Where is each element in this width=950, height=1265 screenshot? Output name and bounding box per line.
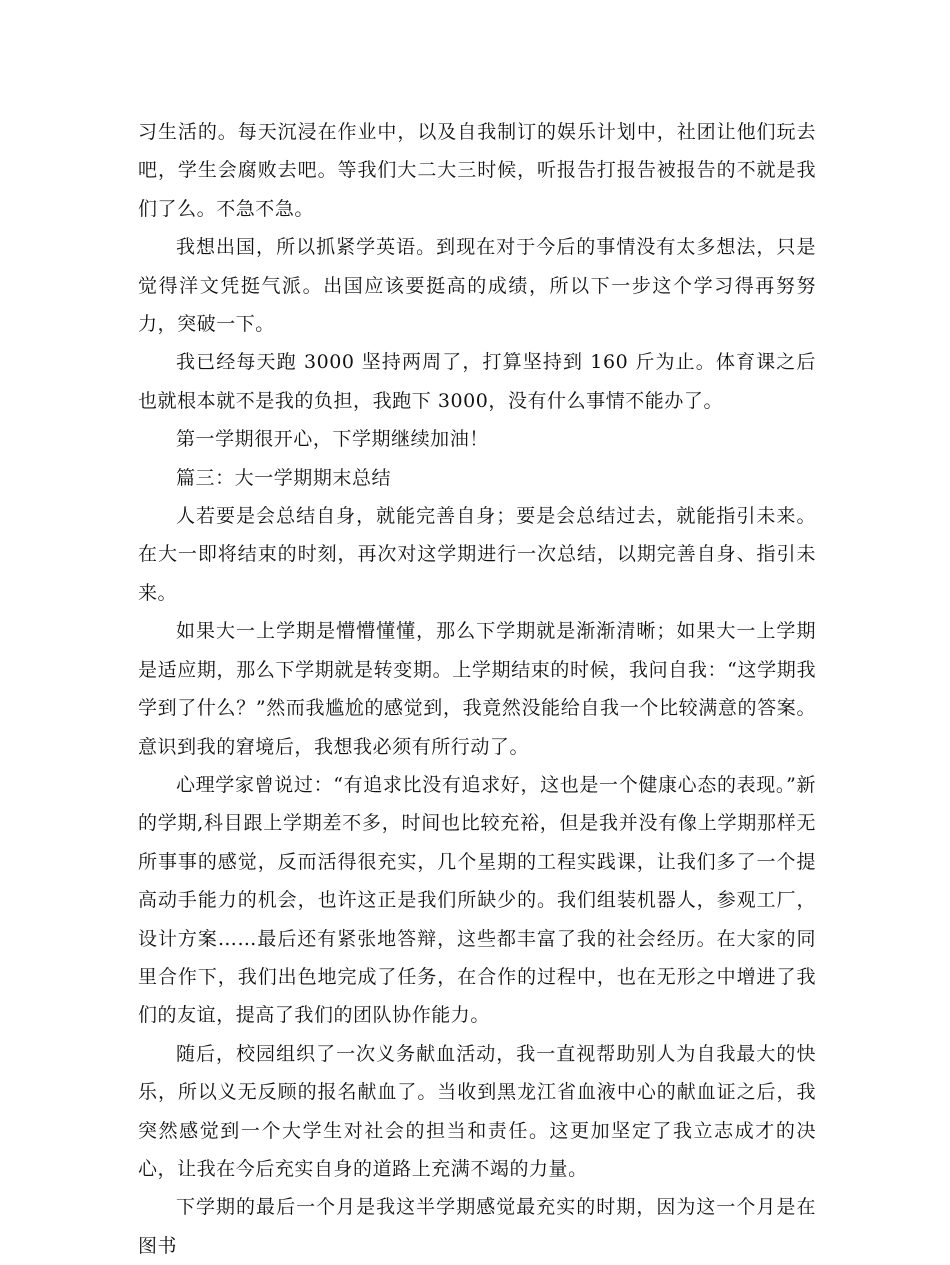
paragraph: 我想出国，所以抓紧学英语。到现在对于今后的事情没有太多想法，只是觉得洋文凭挺气派。出国应该要挺高的成绩，所以下一步这个学习得再努努力，突破一下。 [138,236,816,336]
section-heading: 篇三：大一学期期末总结 [176,466,392,489]
document-body [138,113,816,1265]
paragraph: 随后，校园组织了一次义务献血活动，我一直视帮助别人为自我最大的快乐，所以义无反顾的报名献血了。当收到黑龙江省血液中心的献血证之后，我突然感觉到一个大学生对社会的担当和责任。这更加坚定了我立志成才的决心，让我在今后充实自身的道路上充满不竭的力量。 [138,1042,816,1180]
paragraph: 人若要是会总结自身，就能完善自身；要是会总结过去，就能指引未来。在大一即将结束的时刻，再次对这学期进行一次总结，以期完善自身、指引未来。 [138,505,816,604]
paragraph: 我已经每天跑 3000 坚持两周了，打算坚持到 160 斤为止。体育课之后也就根本就不是我的负担，我跑下 3000，没有什么事情不能办了。 [138,351,816,412]
paragraph: 心理学家曾说过：“有追求比没有追求好，这也是一个健康心态的表现。”新的学期,科目跟上学期差不多，时间也比较充裕，但是我并没有像上学期那样无所事事的感觉，反而活得很充实，几个星期的工程实践课，让我们多了一个提高动手能力的机会，也许这正是我们所缺少的。我们组装机器人，参观工厂，设计方案……最后还有紧张地答辩，这些都丰富了我的社会经历。在大家的同里合作下，我们出色地完成了任务，在合作的过程中，也在无形之中增进了我们的友谊，提高了我们的团队协作能力。 [138,773,816,1027]
paragraph: 如果大一上学期是懵懵懂懂，那么下学期就是渐渐清晰；如果大一上学期是适应期，那么下学期就是转变期。上学期结束的时候，我问自我：“这学期我学到了什么？”然而我尴尬的感觉到，我竟然没能给自我一个比较满意的答案。意识到我的窘境后，我想我必须有所行动了。 [138,620,816,758]
paragraph-truncated: 下学期的最后一个月是我这半学期感觉最充实的时期，因为这一个月是在图书 [138,1196,816,1257]
paragraph: 第一学期很开心，下学期继续加油！ [176,428,489,451]
paragraph-continuation: 习生活的。每天沉浸在作业中，以及自我制订的娱乐计划中，社团让他们玩去吧，学生会腐败去吧。等我们大二大三时候，听报告打报告被报告的不就是我们了么。不急不急。 [138,121,816,220]
